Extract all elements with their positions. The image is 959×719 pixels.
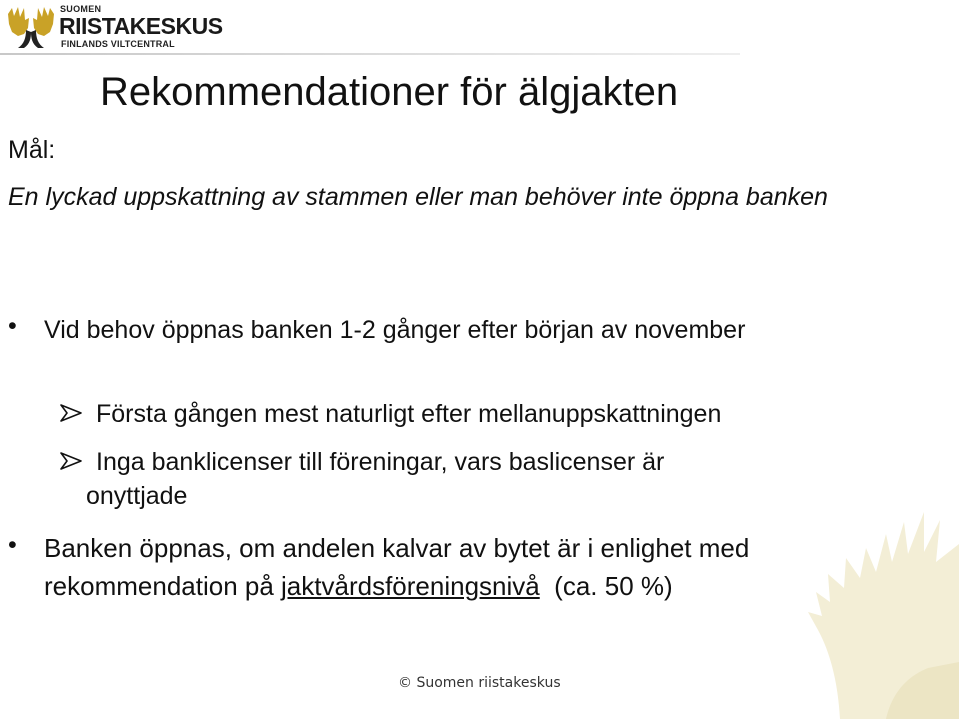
bullet-text-start: Banken öppnas, om andelen kalvar av bytet är i enlighet med rekommendation på xyxy=(44,533,750,601)
bullet-text: Vid behov öppnas banken 1-2 gånger efter början av november xyxy=(44,316,746,344)
bullet-text-end: (ca. 50 %) xyxy=(539,571,673,601)
goal-text: En lyckad uppskattning av stammen eller man behöver inte öppna banken xyxy=(8,183,828,211)
arrow-bullet-icon xyxy=(60,404,82,422)
bullet-text xyxy=(44,529,924,605)
sub-bullet-continuation: onyttjade xyxy=(86,482,188,510)
footer-copyright: © Suomen riistakeskus xyxy=(398,675,561,691)
moose-antler-emblem-icon xyxy=(4,4,58,50)
logo-top-text: SUOMEN xyxy=(60,4,102,14)
bullet-dot: • xyxy=(8,312,17,340)
jaktvardsforening-link[interactable]: jaktvårdsföreningsnivå xyxy=(281,571,540,601)
logo-main-text: RIISTAKESKUS xyxy=(59,13,223,39)
slide-title: Rekommendationer för älgjakten xyxy=(100,70,679,114)
sub-bullet-text: Första gången mest naturligt efter mellanuppskattningen xyxy=(96,400,722,428)
bullet-dot: • xyxy=(8,531,17,559)
sub-bullet-text: Inga banklicenser till föreningar, vars baslicenser är xyxy=(96,448,665,476)
header-divider xyxy=(0,53,740,55)
organization-logo xyxy=(4,2,244,52)
goal-label: Mål: xyxy=(8,136,56,164)
arrow-bullet-icon xyxy=(60,452,82,470)
logo-sub-text: FINLANDS VILTCENTRAL xyxy=(61,39,175,49)
